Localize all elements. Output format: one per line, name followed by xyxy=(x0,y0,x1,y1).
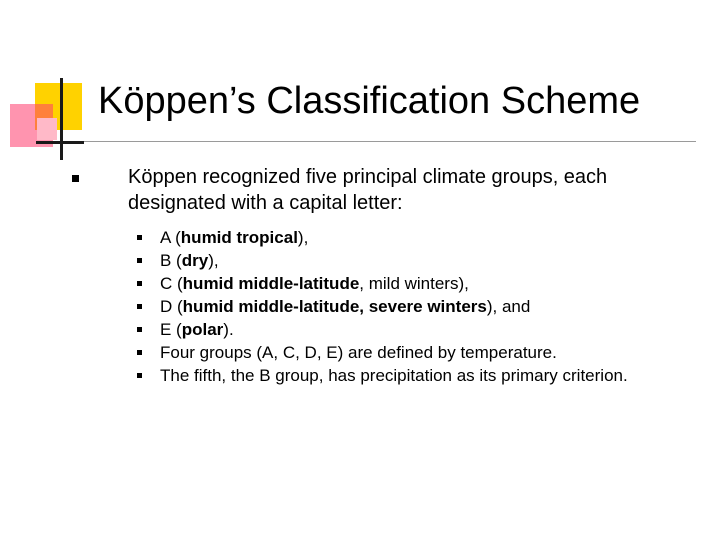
decor-pink-square xyxy=(37,118,57,140)
list-item-bold-text: humid middle-latitude, severe winters xyxy=(182,297,487,316)
list-item-bold-text: humid tropical xyxy=(180,228,298,247)
list-item-text: A ( xyxy=(160,228,181,247)
list-item xyxy=(137,249,697,272)
list-item xyxy=(137,364,697,387)
bullet-square-icon xyxy=(137,258,142,263)
list-item-text: , mild winters), xyxy=(359,274,469,293)
bullet-square-icon xyxy=(137,235,142,240)
list-item xyxy=(137,341,697,364)
list-item xyxy=(137,226,697,249)
title-underline xyxy=(84,141,696,142)
list-item-text: ), xyxy=(297,228,309,247)
list-item-text: D ( xyxy=(160,297,183,316)
list-item-bold-text: polar xyxy=(181,320,224,339)
bullet-square-icon xyxy=(72,175,79,182)
slide-title: Köppen’s Classification Scheme xyxy=(98,80,641,122)
list-item-text: ). xyxy=(223,320,234,339)
list-item-text: E ( xyxy=(160,320,182,339)
bullet-square-icon xyxy=(137,373,142,378)
list-item-text: ), and xyxy=(486,297,531,316)
list-item xyxy=(137,295,697,318)
list-item xyxy=(137,318,697,341)
bullet-square-icon xyxy=(137,281,142,286)
decor-vertical-line xyxy=(60,78,63,160)
list-item-text: The fifth, the B group, has precipitation as its primary criterion. xyxy=(160,366,628,385)
bullet-square-icon xyxy=(137,350,142,355)
list-item-text: ), xyxy=(208,251,219,270)
list-item xyxy=(137,272,697,295)
climate-group-list xyxy=(137,226,697,387)
bullet-square-icon xyxy=(137,327,142,332)
decor-horizontal-line xyxy=(36,141,84,144)
list-item-text: C ( xyxy=(160,274,183,293)
list-item-bold-text: humid middle-latitude xyxy=(182,274,360,293)
list-item-text: B ( xyxy=(160,251,182,270)
list-item-bold-text: dry xyxy=(181,251,209,270)
main-bullet-text: Köppen recognized five principal climate groups, each designated with a capital letter: xyxy=(128,166,608,214)
list-item-text: Four groups (A, C, D, E) are defined by temperature. xyxy=(160,343,557,362)
bullet-square-icon xyxy=(137,304,142,309)
